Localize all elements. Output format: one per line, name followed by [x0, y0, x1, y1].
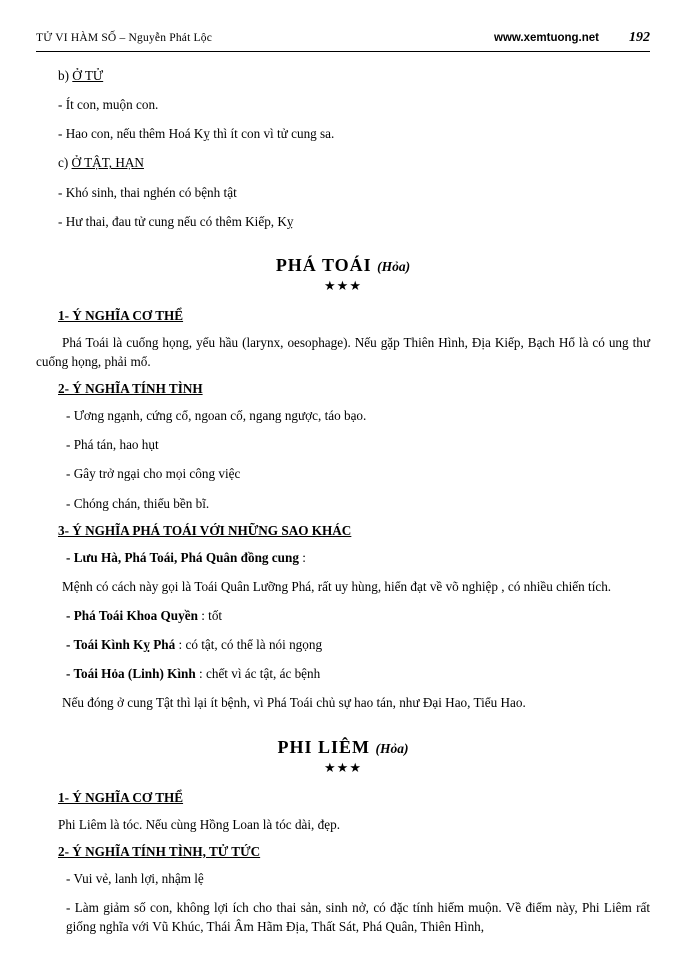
- website-url: www.xemtuong.net: [494, 32, 599, 44]
- pha-toai-combo-0-name: - Lưu Hà, Phá Toái, Phá Quân đồng cung: [66, 549, 299, 565]
- pha-toai-title: [36, 255, 650, 276]
- phi-liem-sub2-label: [36, 844, 650, 860]
- pha-toai-title-element: (Hỏa): [377, 258, 411, 274]
- section-pha-toai: [36, 255, 650, 713]
- pha-toai-combo-0: [36, 548, 650, 567]
- page-header: [36, 30, 650, 52]
- pha-toai-combo-2: [36, 635, 650, 654]
- pha-toai-stars: ★★★: [324, 277, 362, 293]
- line-kho-sinh: - Khó sinh, thai nghén có bệnh tật: [58, 184, 237, 200]
- pha-toai-sub2-line-0: - Ương ngạnh, cứng cổ, ngoan cố, ngang ngược, táo bạo.: [66, 408, 367, 424]
- pha-toai-closing: Nếu đóng ở cung Tật thì lại ít bệnh, vì Phá Toái chủ sự hao tán, như Đại Hao, Tiểu Hao.: [62, 695, 526, 711]
- pha-toai-combo-0-rest: :: [298, 549, 306, 565]
- line-hao-con: - Hao con, nếu thêm Hoá Kỵ thì ít con vì tử cung sa.: [58, 126, 335, 142]
- pha-toai-sub2-label-text: 2- Ý NGHĨA TÍNH TÌNH: [58, 381, 203, 397]
- pha-toai-sub2-line-3: - Chóng chán, thiếu bền bĩ.: [66, 495, 210, 511]
- heading-o-tat-han: [36, 153, 650, 172]
- section-phi-liem: [36, 737, 650, 937]
- phi-liem-sub2-label-text: 2- Ý NGHĨA TÍNH TÌNH, TỬ TỨC: [58, 843, 261, 859]
- pha-toai-sub3-label: [36, 523, 650, 539]
- pha-toai-combo-1: [36, 606, 650, 625]
- pha-toai-combo-2-rest: : có tật, có thể là nói ngọng: [175, 637, 323, 653]
- heading-o-tat-han-text: c) Ở TẬT, HẠN: [58, 155, 144, 171]
- pha-toai-sub2-label: [36, 381, 650, 397]
- phi-liem-sub2-line-1: - Làm giảm số con, không lợi ích cho thai sản, sinh nở, có đặc tính hiếm muộn. Về điểm này, Phi Liêm rất giống nghĩa với Vũ Khúc, Thái Âm Hãm Địa, Thất Sát, Phá Quân, Thiên Hình,: [66, 899, 650, 934]
- phi-liem-sub1-label: [36, 790, 650, 806]
- pha-toai-sub2-line-2: - Gây trở ngại cho mọi công việc: [66, 466, 241, 482]
- pha-toai-sub1-label-text: 1- Ý NGHĨA CƠ THỂ: [58, 307, 184, 323]
- heading-o-tu-text: b) Ở TỬ: [58, 68, 104, 83]
- book-title: TỬ VI HÀM SỐ – Nguyễn Phát Lộc: [36, 32, 213, 44]
- heading-o-tu-underline: Ở TỬ: [72, 68, 104, 83]
- pha-toai-combo-2-name: - Toái Kình Kỵ Phá: [66, 637, 176, 653]
- phi-liem-stars: ★★★: [324, 759, 362, 775]
- pha-toai-sub3-label-text: 3- Ý NGHĨA PHÁ TOÁI VỚI NHỮNG SAO KHÁC: [58, 522, 352, 538]
- phi-liem-sub2-line-0: - Vui vẻ, lanh lợi, nhậm lệ: [66, 870, 204, 886]
- pha-toai-combo-3-name: - Toái Hỏa (Linh) Kình: [66, 666, 196, 682]
- phi-liem-title-element: (Hỏa): [375, 740, 409, 756]
- pha-toai-combo-3-rest: : chết vì ác tật, ác bệnh: [195, 666, 321, 682]
- pha-toai-sub1-label: [36, 308, 650, 324]
- line-hu-thai: - Hư thai, đau tử cung nếu có thêm Kiếp, Kỵ: [58, 213, 294, 229]
- phi-liem-sub1-label-text: 1- Ý NGHĨA CƠ THỂ: [58, 789, 184, 805]
- phi-liem-title: [36, 737, 650, 758]
- heading-o-tat-han-underline: Ở TẬT, HẠN: [71, 155, 144, 171]
- pha-toai-sub1-body: Phá Toái là cuống họng, yếu hầu (larynx, oesophage). Nếu gặp Thiên Hình, Địa Kiếp, Bạch Hổ là có ung thư cuống họng, phải mổ.: [36, 334, 650, 369]
- page-number: 192: [629, 30, 650, 45]
- pha-toai-sub2-line-1: - Phá tán, hao hụt: [66, 437, 159, 453]
- pha-toai-combo-1-name: - Phá Toái Khoa Quyền: [66, 607, 198, 623]
- phi-liem-sub1-body: Phi Liêm là tóc. Nếu cùng Hồng Loan là tóc dài, đẹp.: [58, 816, 340, 832]
- heading-o-tu: [36, 66, 650, 85]
- pha-toai-combo-1-rest: : tốt: [197, 607, 223, 623]
- pha-toai-combo-0-explain: Mệnh có cách này gọi là Toái Quân Lưỡng Phá, rất uy hùng, hiển đạt về võ nghiệp , có nhiều chiến tích.: [62, 578, 612, 594]
- pha-toai-combo-3: [36, 664, 650, 683]
- phi-liem-title-text: PHI LIÊM: [277, 736, 370, 757]
- line-it-con: - Ít con, muộn con.: [58, 97, 159, 113]
- top-section: [36, 66, 650, 231]
- pha-toai-title-text: PHÁ TOÁI: [275, 254, 372, 275]
